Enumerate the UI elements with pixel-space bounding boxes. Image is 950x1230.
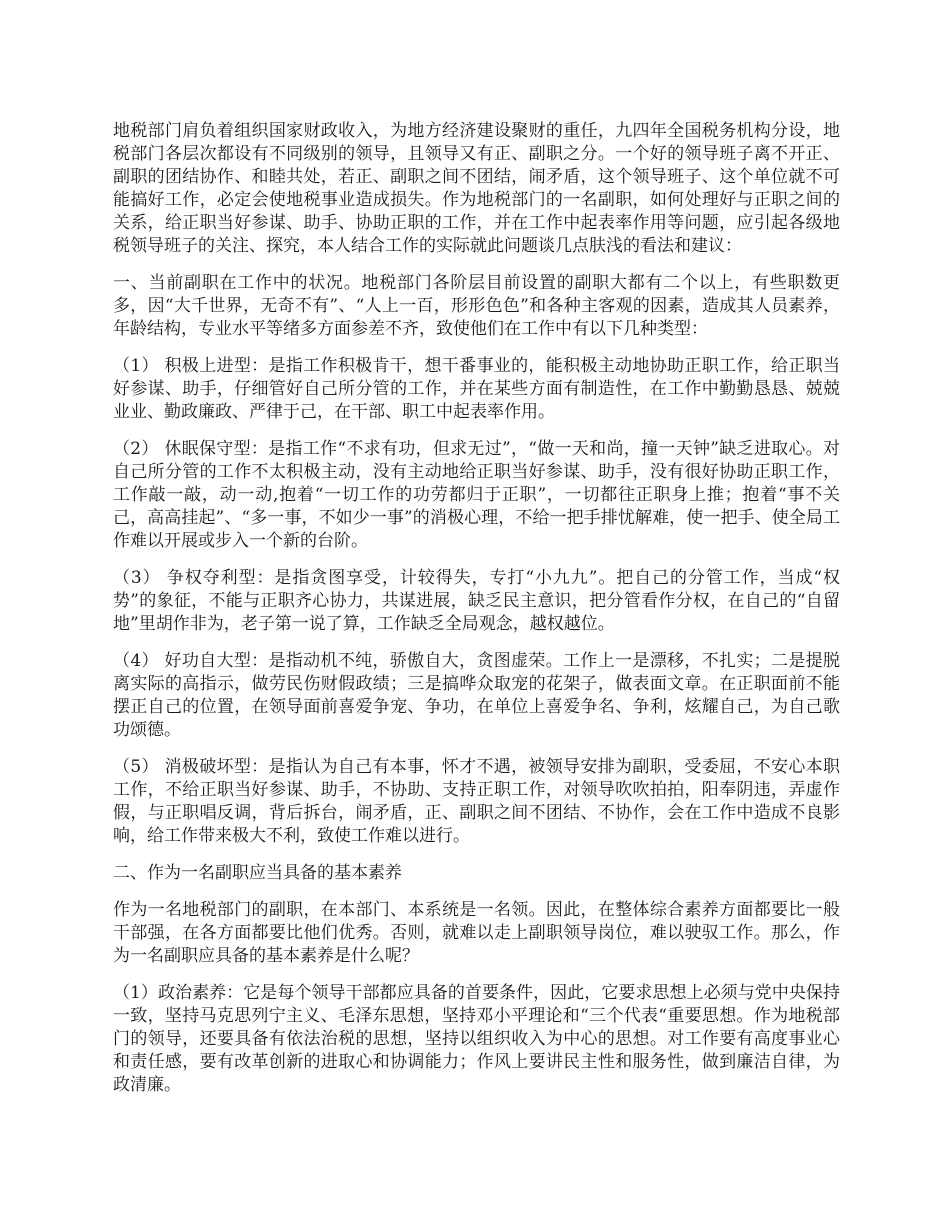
document-body xyxy=(113,120,840,1111)
type-4-paragraph: （4） 好功自大型：是指动机不纯，骄傲自大，贪图虚荣。工作上一是漂移，不扎实；二是提脱离实际的高指示，做劳民伤财假政绩；三是搞哗众取宠的花架子，做表面文章。在正职面前不能摆正自己的位置，在领导面前喜爱争宠、争功，在单位上喜爱争名、争利，炫耀自己，为自己歌功颂德。 xyxy=(113,651,840,740)
section-2-heading: 二、作为一名副职应当具备的基本素养 xyxy=(113,863,402,883)
section-2-intro-paragraph: 作为一名地税部门的副职，在本部门、本系统是一名领。因此，在整体综合素养方面都要比一般干部强，在各方面都要比他们优秀。否则，就难以走上副职领导岗位，难以驶驭工作。那么，作为一名副职应具备的基本素养是什么呢？ xyxy=(113,900,840,966)
intro-paragraph: 地税部门肩负着组织国家财政收入，为地方经济建设聚财的重任，九四年全国税务机构分设，地税部门各层次都设有不同级别的领导，且领导又有正、副职之分。一个好的领导班子离不开正、副职的团结协作、和睦共处，若正、副职之间不团结，闹矛盾，这个领导班子、这个单位就不可能搞好工作，必定会使地税事业造成损失。作为地税部门的一名副职，如何处理好与正职之间的关系，给正职当好参谋、助手、协助正职的工作，并在工作中起表率作用等问题，应引起各级地税领导班子的关注、探究，本人结合工作的实际就此问题谈几点肤浅的看法和建议： xyxy=(113,121,840,256)
political-quality-paragraph: （1）政治素养：它是每个领导干部都应具备的首要条件，因此，它要求思想上必须与党中央保持一致，坚持马克思列宁主义、毛泽东思想，坚持邓小平理论和“三个代表“重要思想。作为地税部门的领导，还要具备有依法治税的思想，坚持以组织收入为中心的思想。对工作要有高度事业心和责任感，要有改革创新的进取心和协调能力；作风上要讲民主性和服务性，做到廉洁自律，为政清廉。 xyxy=(113,983,840,1095)
type-2-paragraph: （2） 休眠保守型：是指工作“不求有功，但求无过”，“做一天和尚，撞一天钟”缺乏进取心。对自己所分管的工作不太积极主动，没有主动地给正职当好参谋、助手，没有很好协助正职工作，工作敲一敲，动一动,抱着“一切工作的功劳都归于正职”，一切都往正职身上推；抱着“事不关己，高高挂起”、“多一事，不如少一事”的消极心理，不给一把手排忧解难，使一把手、使全局工作难以开展或步入一个新的台阶。 xyxy=(113,439,840,551)
type-3-paragraph: （3） 争权夺利型：是指贪图享受，计较得失，专打“小九九”。把自己的分管工作，当成“权势”的象征，不能与正职齐心协力，共谋进展，缺乏民主意识，把分管看作分权，在自己的“自留地”里胡作非为，老子第一说了算，工作缺乏全局观念，越权越位。 xyxy=(113,568,840,634)
section-1-paragraph: 一、当前副职在工作中的状况。地税部门各阶层目前设置的副职大都有二个以上，有些职数更多，因“大千世界，无奇不有”、“人上一百，形形色色”和各种主客观的因素，造成其人员素养，年龄结构，专业水平等绪多方面参差不齐，致使他们在工作中有以下几种类型： xyxy=(113,273,840,339)
type-1-paragraph: （1） 积极上进型：是指工作积极肯干，想干番事业的，能积极主动地协助正职工作，给正职当好参谋、助手，仔细管好自己所分管的工作，并在某些方面有制造性，在工作中勤勤恳恳、兢兢业业、勤政廉政、严律于己，在干部、职工中起表率作用。 xyxy=(113,356,840,422)
type-5-paragraph: （5） 消极破坏型：是指认为自己有本事，怀才不遇，被领导安排为副职，受委屈，不安心本职工作，不给正职当好参谋、助手，不协助、支持正职工作，对领导吹吹拍拍，阳奉阴违，弄虚作假，与正职唱反调，背后拆台，闹矛盾，正、副职之间不团结、不协作，会在工作中造成不良影响，给工作带来极大不利，致使工作难以进行。 xyxy=(113,757,840,846)
